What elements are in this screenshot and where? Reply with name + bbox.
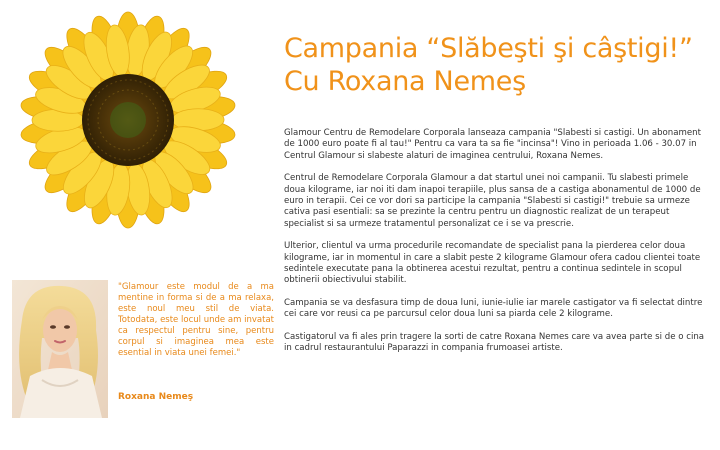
article-paragraph: Castigatorul va fi ales prin tragere la sorti de catre Roxana Nemes care va avea parte si de o cina in cadrul restaurantului Paparazzi in compania frumoasei artiste. [284, 331, 705, 354]
article-paragraph: Glamour Centru de Remodelare Corporala lanseaza campania "Slabesti si castigi. Un abonament de 1000 euro poate fi al tau!" Pentru ca vara ta sa fie "incinsa"! Vino in perioada 1.06 - 30.07 in Centrul Glamour si slabeste alaturi de imaginea centrului, Roxana Nemes. [284, 128, 701, 161]
article-paragraph: Ulterior, clientul va urma procedurile recomandate de specialist pana la pierderea celor doua kilograme, iar in momentul in care a slabit peste 2 kilograme Glamour ofera cadou clientei toate sedintele executate pana la obtinerea acestui rezultat, pentru a continua sedintele in scopul obtinerii obiectivului stabilit. [284, 241, 701, 286]
roxana-nemes-photo [12, 280, 108, 418]
campaign-title: Campania “Slăbeşti şi câştigi!” [284, 33, 693, 64]
article-paragraph: Campania se va desfasura timp de doua luni, iunie-iulie iar marele castigator va fi selectat dintre cei care vor reusi ca pe parcursul celor doua luni sa piarda cele 2 kilograme. [284, 297, 703, 320]
campaign-subtitle: Cu Roxana Nemeş [284, 66, 526, 97]
testimonial-quote: "Glamour este modul de a ma mentine in forma si de a ma relaxa, este noul meu stil de viata. Totodata, este locul unde am invatat ca respectul pentru sine, pentru corpul si imaginea mea este esential in viata unei femei." [118, 282, 274, 358]
quote-author: Roxana Nemeş [118, 392, 194, 402]
article-paragraph: Centrul de Remodelare Corporala Glamour a dat startul unei noi campanii. Tu slabesti primele doua kilograme, iar noi iti dam inapoi terapiile, plus sansa de a castiga abonamentul de 1000 de euro in terapii. Cei ce vor dori sa participe la campania "Slabesti si castigi!" trebuie sa urmeze cativa pasi esentiali: sa se prezinte la centru pentru un diagnostic realizat de un terapeut specialist si sa urmeze tratamentul personalizat ce i se va prescrie. [284, 173, 701, 229]
page-title [284, 32, 693, 98]
article-body [284, 128, 710, 366]
sunflower-image [14, 6, 242, 234]
